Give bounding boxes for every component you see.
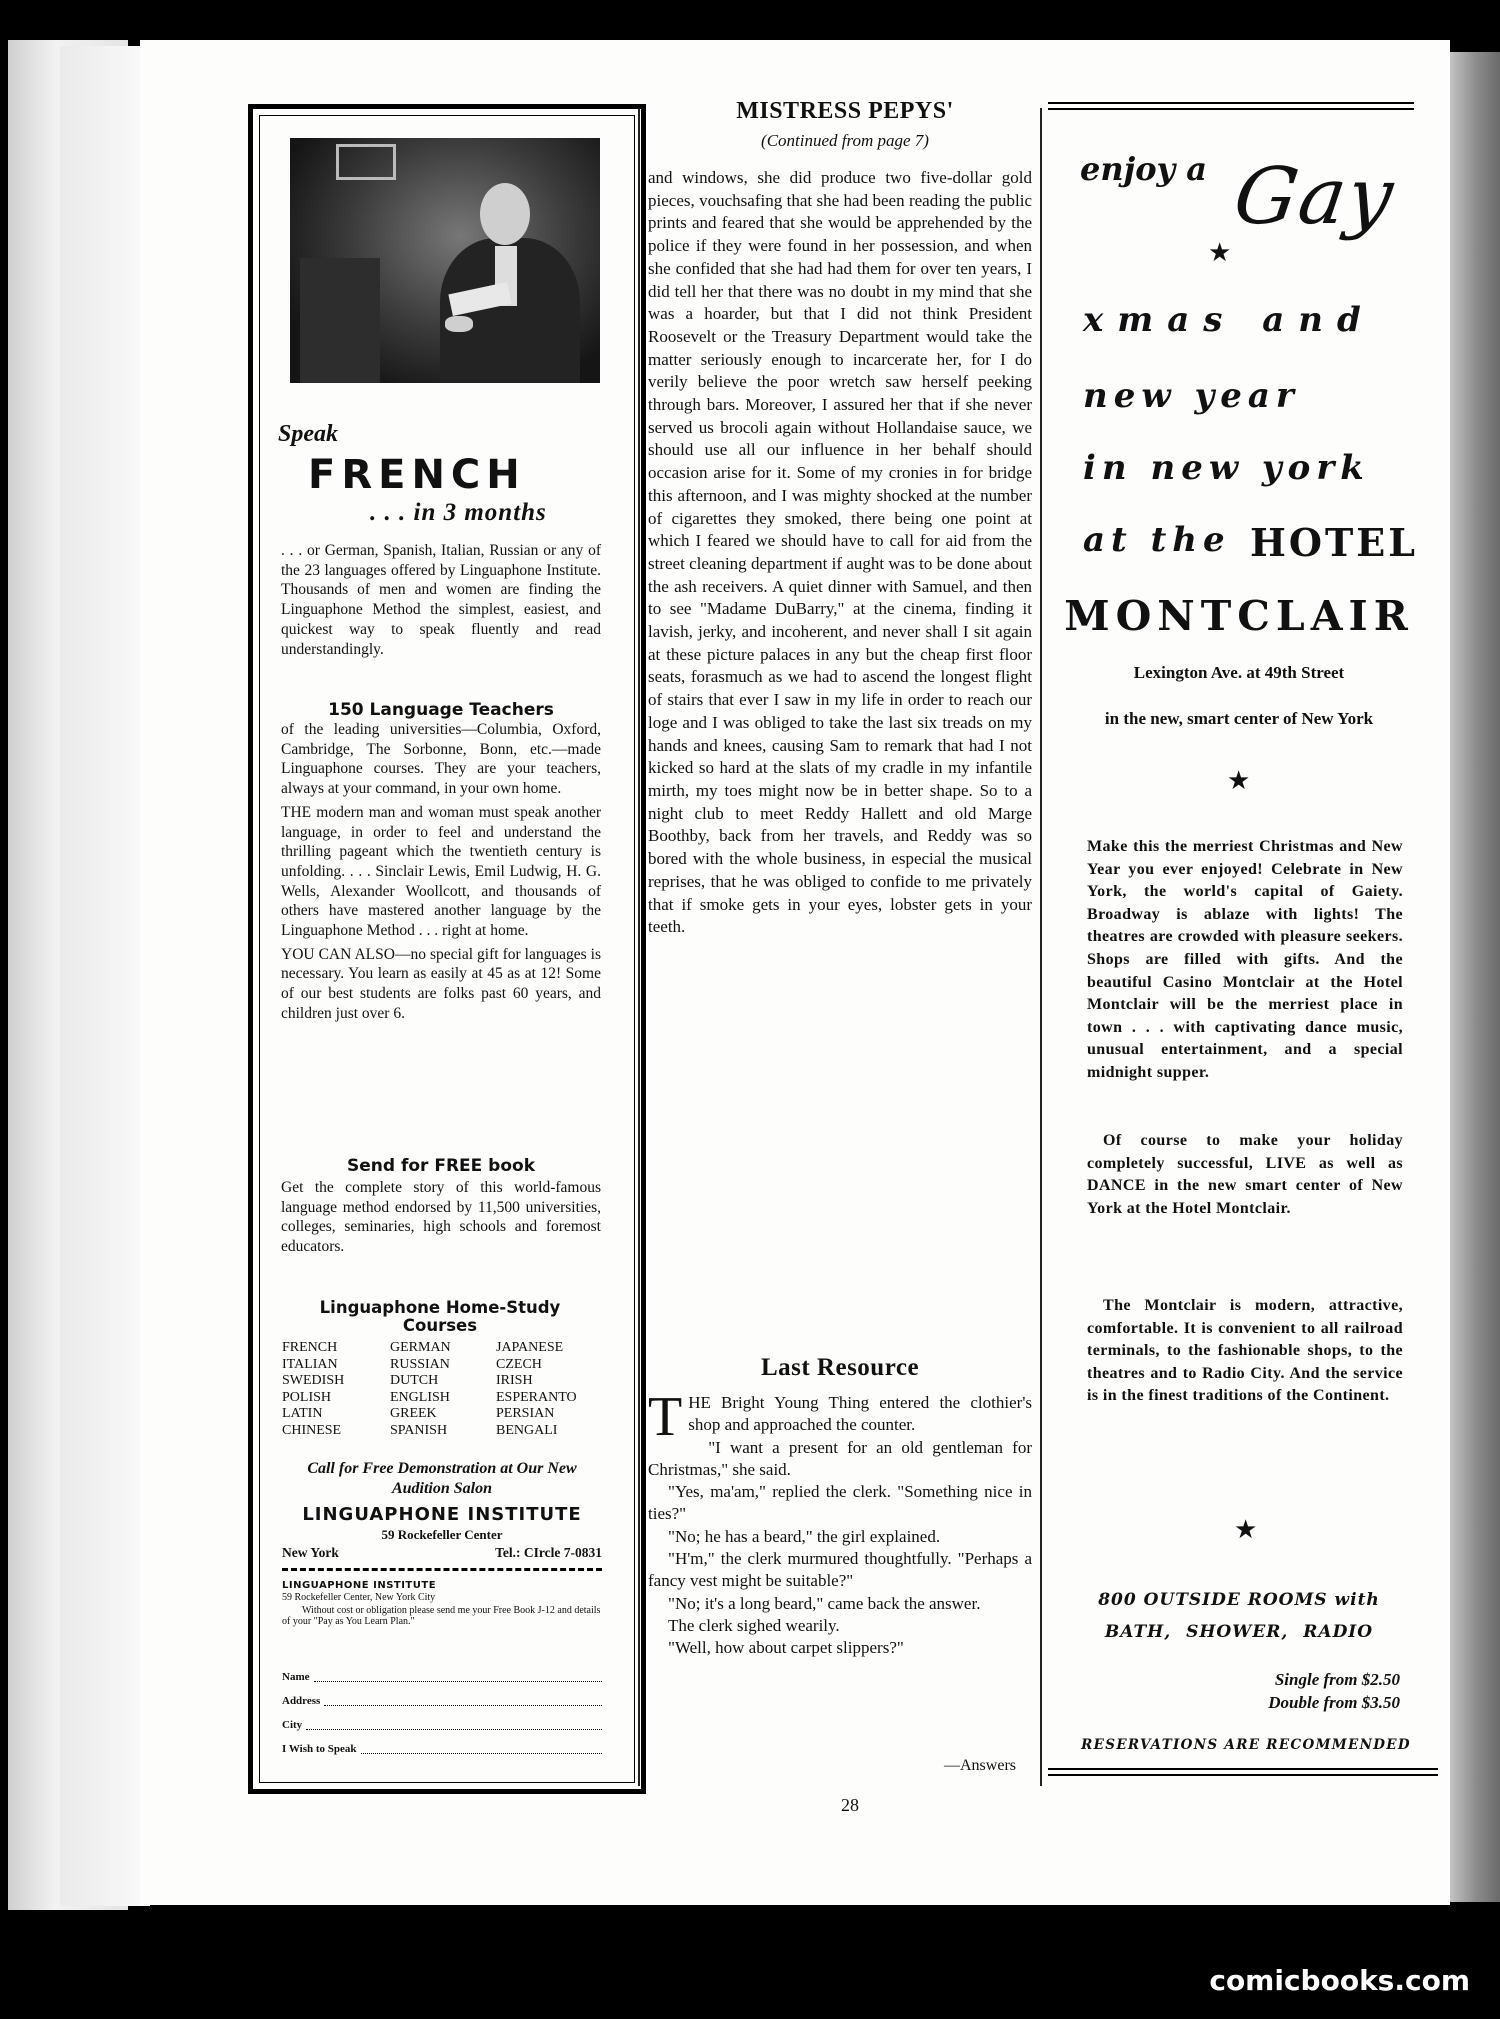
language-item: RUSSIAN [390,1356,450,1372]
enjoy-text: enjoy a [1080,150,1208,188]
language-item: IRISH [496,1373,533,1389]
reservations-note: RESERVATIONS ARE RECOMMENDED [1081,1737,1411,1753]
institute-name: LINGUAPHONE INSTITUTE [302,1504,582,1525]
hotel-para-2: Of course to make your holiday completely successful, LIVE as well as DANCE in the new smart center of New York at the Hotel Montclair. [1087,1132,1403,1217]
star-icon: ★ [1208,238,1232,267]
courses-heading-block [310,1299,570,1335]
coupon-language-field[interactable]: I Wish to Speak [282,1743,602,1755]
last-resource-body: THE Bright Young Thing entered the clothier's shop and approached the counter. "I want a present for an old gentleman for Christmas," she said. "Yes, ma'am," replied the clerk. "Something nice in ties?" "No; he has a beard," the girl explained. "H'm," the clerk murmured thoughtfully. "Perhaps a fancy vest might be suitable?" "No; it's a long beard," came back the answer. The clerk sighed wearily. "Well, how about carpet slippers?" [648,1386,1032,1658]
language-item: GREEK [390,1406,437,1422]
institute-tel: Tel.: CIrcle 7-0831 [495,1545,602,1560]
teachers-heading: 150 Language Teachers [328,700,554,720]
language-item: LATIN [282,1406,323,1422]
language-item: GERMAN [390,1340,451,1355]
last-resource-credit: —Answers [944,1757,1016,1774]
language-item: SPANISH [390,1422,448,1438]
institute-city: New York [282,1545,339,1560]
single-rate: Single from $2.50 [1274,1670,1400,1689]
teachers-block [281,700,601,1024]
site-watermark: comicbooks.com [1209,1964,1470,1997]
language-item: PERSIAN [496,1406,555,1422]
hotel-para-1: Make this the merriest Christmas and New Year you ever enjoyed! Celebrate in New York, the world's capital of Gaiety. Broadway is ablaze with lights! The theatres are crowded with pleasure seekers. Shops are filled with gifts. And the beautiful Casino Montclair at the Hotel Montclair will be the merriest place in town . . . with captivating dance music, unusual entertainment, and a special midnight supper. [1087,838,1403,1081]
free-book-heading: Send for FREE book [346,1156,536,1176]
coupon-city-field[interactable]: City [282,1719,602,1731]
french-headline: FRENCH [308,452,526,498]
coupon-cut-line [282,1568,602,1571]
language-item: BENGALI [496,1422,558,1438]
language-item: CZECH [496,1356,542,1372]
coupon-heading: LINGUAPHONE INSTITUTE [282,1580,437,1591]
speak-label: Speak [278,421,338,447]
at-the-line: at the [1083,520,1231,560]
language-item: JAPANESE [496,1340,564,1355]
institute-address: 59 Rockefeller Center [381,1527,503,1542]
new-year-line: new year [1083,376,1300,416]
language-item: POLISH [282,1389,332,1405]
hotel-word: HOTEL [1250,520,1418,565]
gay-script: Gay [1228,152,1401,242]
page-edges-left-inner [60,46,150,1906]
drop-cap: T [648,1386,683,1448]
star-icon: ★ [1234,1515,1258,1544]
months-tagline: . . . in 3 months [370,499,547,526]
hotel-location: Lexington Ave. at 49th Street [1133,663,1345,682]
modern-text: THE modern man and woman must speak another language, in order to feel and understand the thrilling pageant which the twentieth century is unfolding. . . . Sinclair Lewis, Emil Ludwig, H. G. Wells, Alexander Woollcott, and thousands of others have mastered another language by the Linguaphone Method . . . right at home. [281,803,601,940]
language-item: FRENCH [282,1340,338,1355]
page-number: 28 [841,1795,859,1815]
hotel-center: in the new, smart center of New York [1104,709,1374,728]
article-body: and windows, she did produce two five-dollar gold pieces, vouchsafing that she had been reading the public prints and feared that she would be apprehended by the police if they were found in her possession, and when she confided that she had had them for over ten years, I did tell her that there was no doubt in my mind that she was a hoarder, but that I did not think President Roosevelt or the Treasury Department would take the matter seriously enough to incarcerate her, for I do verily believe the poor wretch saw herself peeking through bars. Moreover, I assured her that if she never served us brocoli again without Hollandaise sauce, we should use all our influence in her behalf should occasion arise for it. Some of my cronies in for bridge this afternoon, and I was mighty shocked at the number of cigarettes they smoked, there being one point at which I feared we should have to call for aid from the street cleaning department if aught was to be done about the ash receivers. A quiet dinner with Samuel, and then to see "Madame DuBarry," at the cinema, finding it lavish, jerky, and incoherent, and never shall I sit again at these picture palaces in any but the cheap first floor seats, forasmuch as we had to ascend the longest flight of stairs that ever I saw in my life in order to reach our loge and I was obliged to take the last six treads on my hands and knees, causing Sam to remark that had I not kicked so hard at the slats of my cradle in my infantile mirth, my toes might now be in better shape. So to a night club to meet Reddy Hallett and old Marge Boothby, back from her travels, and Reddy was so bored with the whole business, in especial the musical reprises, that he was obliged to confide to me privately that if smoke gets in your eyes, lobster gets in your teeth. [648,168,1032,937]
article-continued: (Continued from page 7) [761,131,929,150]
language-item: CHINESE [282,1422,342,1438]
coupon-address: 59 Rockefeller Center, New York City [282,1592,436,1603]
courses-heading: Linguaphone Home-Study Courses [319,1298,561,1335]
article-title: MISTRESS PEPYS' [736,98,954,124]
rooms-line-2: BATH, SHOWER, RADIO [1104,1622,1374,1642]
call-for-demo: Call for Free Demonstration at Our New Audition Salon [307,1460,577,1497]
language-item: ENGLISH [390,1389,450,1405]
last-resource-title: Last Resource [760,1354,920,1381]
coupon-address-field[interactable]: Address [282,1695,602,1707]
language-item: SWEDISH [282,1373,345,1389]
intro-block [281,541,601,659]
language-list [282,1340,602,1440]
hotel-name: MONTCLAIR [1064,592,1414,640]
city-tel-row [282,1545,602,1561]
column-rule-right [1040,108,1042,1786]
double-rate: Double from $3.50 [1268,1693,1400,1712]
language-item: ITALIAN [282,1356,338,1372]
free-book-text: Get the complete story of this world-famous language method endorsed by 11,500 universities, colleges, seminaries, high schools and foremost educators. [281,1179,601,1256]
new-york-line: in new york [1083,448,1370,488]
coupon-name-field[interactable]: Name [282,1671,602,1683]
linguaphone-ad-inner-border [259,115,635,1783]
intro-text: . . . or German, Spanish, Italian, Russian or any of the 23 languages offered by Linguaphone Institute. Thousands of men and women are finding the Linguaphone Method the simplest, easiest, and quickest way to speak fluently and read understandingly. [281,542,601,658]
language-item: DUTCH [390,1373,439,1389]
xmas-line: xmas and [1083,300,1375,340]
free-book-block [281,1156,601,1257]
coupon-text: Without cost or obligation please send me your Free Book J-12 and details of your "Pay as You Learn Plan." [282,1605,601,1627]
linguaphone-ad [248,104,646,1794]
column-rule-left [638,108,640,1786]
star-icon: ★ [1227,766,1251,795]
language-item: ESPERANTO [496,1389,577,1405]
also-text: YOU CAN ALSO—no special gift for languages is necessary. You learn as easily at 45 as at 12! Some of our best students are folks past 60 years, and children just over 6. [281,945,601,1022]
teachers-text: of the leading universities—Columbia, Oxford, Cambridge, The Sorbonne, Bonn, etc.—made Linguaphone courses. They are your teachers, always at your command, in your own home. [281,721,601,798]
man-reading-photo [290,138,600,383]
rooms-line-1: 800 OUTSIDE ROOMS with [1098,1590,1380,1610]
hotel-para-3: The Montclair is modern, attractive, comfortable. It is convenient to all railroad terminals, to the fashionable shops, to the theatres and to Radio City. And the service is in the finest traditions of the Continent. [1087,1297,1403,1405]
